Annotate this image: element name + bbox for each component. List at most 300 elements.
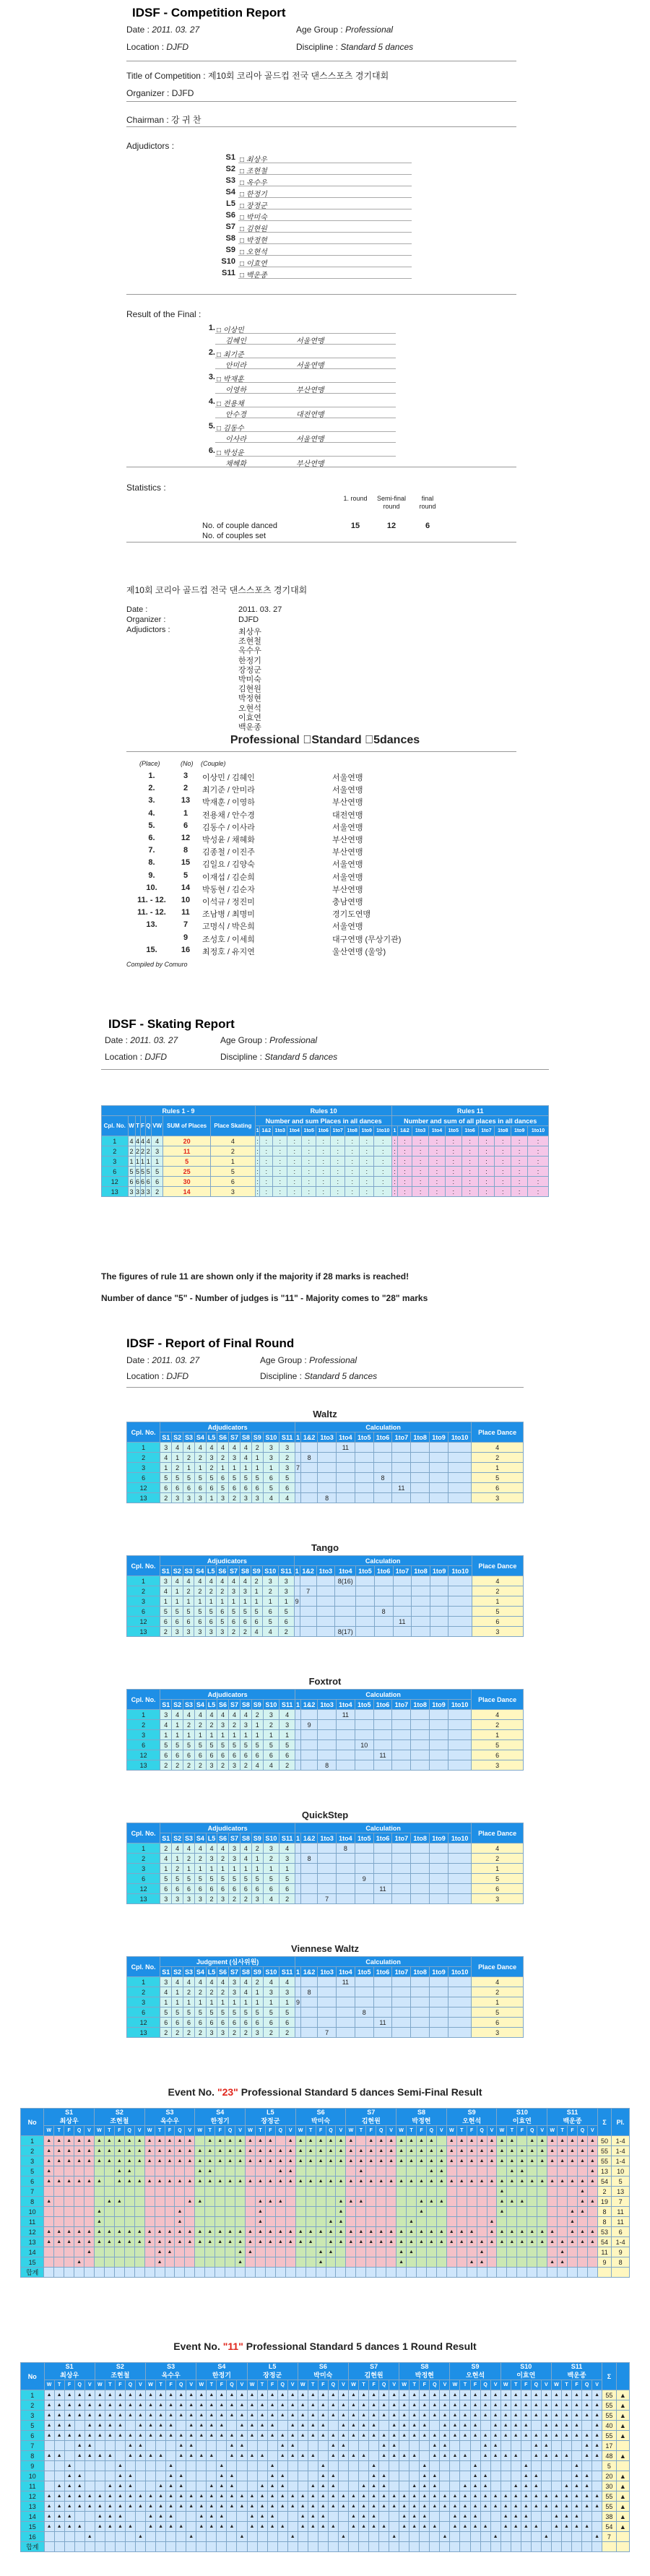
- r11-cell: :: [412, 1187, 429, 1197]
- judge-mark: 5: [251, 1473, 263, 1483]
- judge-mark: 5: [160, 1874, 172, 1884]
- mark-cell: ▲: [185, 2177, 195, 2187]
- skating-row: [102, 1146, 549, 1157]
- judge-name: 백운종: [563, 2117, 582, 2125]
- judge-head: S2: [172, 1967, 183, 1977]
- adjudicator-code: S4: [225, 188, 235, 196]
- mark-cell: ▲: [487, 2136, 497, 2146]
- place-dance: 3: [472, 1493, 524, 1503]
- rank-place: 6.: [148, 834, 155, 842]
- r10-cell: :: [287, 1167, 302, 1177]
- calc-cell: 11: [392, 1483, 411, 1493]
- judge-mark: 4: [183, 1977, 195, 1987]
- adj-head: Adjudicators: [160, 1556, 295, 1566]
- mark-cell: ▲: [196, 2411, 207, 2421]
- mark-cell: ▲: [587, 2197, 597, 2207]
- judge-mark: 6: [183, 1884, 195, 1894]
- judge-code: L5: [268, 2363, 277, 2370]
- cpl-no: 5: [21, 2421, 45, 2431]
- mark-cell: [215, 2257, 225, 2268]
- mark-cell: [44, 2441, 54, 2451]
- cpl-no: 12: [127, 1884, 160, 1894]
- judge-mark: 3: [229, 1987, 240, 1997]
- calc-head: Calculation: [295, 1823, 472, 1833]
- judge-mark: 6: [240, 1750, 251, 1760]
- qualified-mark: ▲: [616, 2431, 629, 2441]
- mark-cell: ▲: [592, 2491, 602, 2502]
- mark-cell: ▲: [568, 2146, 578, 2156]
- footer-cell: [308, 2542, 318, 2552]
- dance-sub-head: F: [265, 2126, 275, 2136]
- mark-cell: ▲: [125, 2471, 135, 2481]
- total-marks: 30: [602, 2481, 617, 2491]
- mark-cell: [407, 2257, 417, 2268]
- cpl-no: 16: [21, 2532, 45, 2542]
- judge-mark: 2: [262, 1586, 278, 1596]
- dance-sub-head: F: [470, 2380, 480, 2390]
- footer-cell: [616, 2542, 629, 2552]
- calc-col-head: 1to6: [374, 1566, 393, 1576]
- dance-sub-head: T: [105, 2380, 115, 2390]
- judge-head: S3: [183, 1700, 195, 1710]
- judge-code: S9: [471, 2363, 480, 2370]
- mark-cell: ▲: [146, 2390, 156, 2400]
- calc-cell: [318, 1987, 337, 1997]
- dance-sub-head: F: [572, 2380, 582, 2390]
- judge-head: S7: [229, 1432, 240, 1443]
- dance-sub-head: W: [95, 2380, 105, 2390]
- dance-sub-head: V: [336, 2126, 346, 2136]
- mark-cell: [298, 2532, 308, 2542]
- mark-cell: ▲: [246, 2237, 256, 2247]
- judge-mark: 2: [160, 2028, 172, 2038]
- footer-cell: [436, 2268, 446, 2278]
- place-skating: 1: [210, 1157, 255, 1167]
- judge-mark: 1: [171, 1596, 183, 1607]
- r10-cell: :: [360, 1167, 374, 1177]
- cpl-no: 2: [102, 1146, 129, 1157]
- mark-cell: [306, 2187, 316, 2197]
- mark-cell: ▲: [84, 2431, 95, 2441]
- judge-mark: 3: [206, 1627, 217, 1637]
- mark-cell: [196, 2441, 207, 2451]
- mark-cell: ▲: [338, 2421, 348, 2431]
- mark-cell: [166, 2441, 176, 2451]
- mark-cell: ▲: [114, 2146, 124, 2156]
- judge-mark: 6: [172, 2018, 183, 2028]
- mark-cell: [285, 2187, 295, 2197]
- mark-cell: ▲: [308, 2512, 318, 2522]
- mark-cell: [235, 2217, 246, 2227]
- mark-cell: [500, 2461, 511, 2471]
- dance-sub-head: Q: [376, 2126, 386, 2136]
- mark-cell: ▲: [84, 2421, 95, 2431]
- mark-cell: ▲: [255, 2207, 265, 2217]
- semi-place: 1-4: [612, 2136, 630, 2146]
- r11-cell: :: [397, 1187, 412, 1197]
- round1-row: [21, 2522, 630, 2532]
- dance-name: Viennese Waltz: [291, 1943, 359, 1954]
- dance-sub-head: F: [366, 2126, 376, 2136]
- mark-cell: ▲: [440, 2421, 450, 2431]
- mark-cell: [430, 2421, 440, 2431]
- footer-cell: [587, 2268, 597, 2278]
- mark-cell: ▲: [44, 2512, 54, 2522]
- mark-cell: ▲: [426, 2146, 436, 2156]
- judge-head: [547, 2109, 598, 2126]
- footer-cell: [196, 2542, 207, 2552]
- judge-mark: 5: [217, 1617, 228, 1627]
- mark-cell: [410, 2461, 420, 2471]
- dance-sub-head: V: [436, 2126, 446, 2136]
- judge-mark: 3: [206, 1760, 217, 1771]
- mark-cell: [44, 2207, 54, 2217]
- mark-cell: [547, 2187, 558, 2197]
- mark-cell: ▲: [577, 2156, 587, 2166]
- mark-cell: [237, 2522, 247, 2532]
- calc-cell: [355, 1854, 373, 1864]
- mark-cell: [338, 2471, 348, 2481]
- total-marks: 55: [602, 2400, 617, 2411]
- mark-cell: ▲: [517, 2177, 527, 2187]
- mark-cell: ▲: [74, 2146, 84, 2156]
- mark-cell: [592, 2522, 602, 2532]
- mark-cell: [507, 2257, 517, 2268]
- adjudicator-name: □ 이효연: [240, 260, 267, 268]
- skating-grid: [101, 1105, 549, 1197]
- rank-no: 7: [183, 920, 188, 930]
- mark-cell: ▲: [500, 2411, 511, 2421]
- judge-mark: 6: [239, 1617, 251, 1627]
- calc-cell: 11: [336, 1977, 355, 1987]
- footer-cell: [328, 2542, 338, 2552]
- calc-cell: [316, 1576, 335, 1586]
- mark-cell: [336, 2257, 346, 2268]
- judge-mark: 1: [194, 1730, 206, 1740]
- calc-col-head: 1: [295, 1567, 299, 1575]
- judge-name: 최상우: [59, 2117, 79, 2125]
- footer-cell: [396, 2268, 407, 2278]
- cpl-no: 2: [127, 1720, 160, 1730]
- mark-cell: ▲: [105, 2451, 115, 2461]
- calc-head: Calculation: [294, 1556, 472, 1566]
- mark-cell: ▲: [420, 2411, 430, 2421]
- mark-cell: [205, 2187, 215, 2197]
- mark-cell: ▲: [450, 2512, 460, 2522]
- mark-cell: ▲: [369, 2461, 379, 2471]
- mark-cell: ▲: [74, 2257, 84, 2268]
- mark-cell: ▲: [500, 2400, 511, 2411]
- calc-cell: [430, 2018, 448, 2028]
- mark-cell: ▲: [572, 2431, 582, 2441]
- r10-cell: :: [256, 1188, 259, 1196]
- mark-cell: ▲: [134, 2146, 144, 2156]
- mark-cell: ▲: [497, 2177, 507, 2187]
- mark-cell: ▲: [500, 2491, 511, 2502]
- total-marks: 8: [597, 2207, 611, 2217]
- judge-mark: 5: [263, 1740, 280, 1750]
- cpl-no: 2: [21, 2146, 44, 2156]
- mark-cell: ▲: [316, 2247, 326, 2257]
- mark-cell: [369, 2441, 379, 2451]
- mark-cell: ▲: [54, 2177, 64, 2187]
- mark-cell: [195, 2217, 205, 2227]
- judge-mark: 2: [183, 1760, 195, 1771]
- stats-head: 1. round: [343, 495, 368, 502]
- place-head: Place Dance: [472, 1957, 524, 1977]
- mark-cell: ▲: [298, 2451, 308, 2461]
- calc-cell: [448, 1720, 471, 1730]
- judge-mark: 4: [172, 1844, 183, 1854]
- judge-code: S2: [115, 2109, 124, 2116]
- footer-cell: [336, 2268, 346, 2278]
- calc-col-head: 1: [296, 1834, 300, 1842]
- mark-cell: ▲: [348, 2512, 358, 2522]
- mark-cell: [295, 2197, 306, 2207]
- mark-cell: ▲: [298, 2421, 308, 2431]
- semi-place: 1-4: [612, 2156, 630, 2166]
- footer-cell: [547, 2268, 558, 2278]
- calc-cell: [411, 1710, 430, 1720]
- mark-cell: [527, 2166, 537, 2177]
- judge-mark: 1: [183, 1730, 195, 1740]
- mark-cell: [235, 2166, 246, 2177]
- place-dance: 1: [472, 1864, 524, 1874]
- r10-cell: :: [360, 1177, 374, 1187]
- summary-adjudicator: 옥수우: [238, 647, 261, 656]
- rank-couple: 조성호 / 이세희: [202, 935, 255, 944]
- calc-cell: [335, 1586, 356, 1596]
- mark-cell: [54, 2471, 64, 2481]
- calc-col-head: 1: [296, 1700, 300, 1708]
- judge-mark: 4: [263, 1894, 280, 1904]
- mark-cell: ▲: [156, 2431, 166, 2441]
- dance-row: [127, 1617, 524, 1627]
- mark-cell: ▲: [416, 2207, 426, 2217]
- judge-head: [196, 2363, 247, 2380]
- mark-cell: ▲: [247, 2431, 257, 2441]
- dance-row: [127, 1493, 524, 1503]
- r10-cell: :: [302, 1136, 316, 1146]
- mark-cell: ▲: [155, 2156, 165, 2166]
- mark-cell: ▲: [146, 2411, 156, 2421]
- mark-cell: [64, 2247, 74, 2257]
- calc-cell: [335, 1617, 356, 1627]
- mark-cell: ▲: [124, 2237, 134, 2247]
- mark-cell: ▲: [470, 2471, 480, 2481]
- footer-cell: [386, 2268, 396, 2278]
- calc-cell: [448, 1473, 471, 1483]
- mark-cell: [144, 2207, 155, 2217]
- dance-place: 4: [128, 1136, 135, 1146]
- judge-mark: 3: [280, 1463, 295, 1473]
- mark-cell: [215, 2217, 225, 2227]
- underline: [238, 278, 412, 279]
- judge-mark: 2: [160, 1844, 172, 1854]
- judge-mark: 6: [194, 2018, 206, 2028]
- sum-places: 14: [163, 1187, 211, 1197]
- mark-cell: ▲: [247, 2522, 257, 2532]
- mark-cell: [74, 2166, 84, 2177]
- mark-cell: [285, 2257, 295, 2268]
- mark-cell: [379, 2461, 389, 2471]
- summary-org-label: Organizer :: [126, 615, 166, 624]
- mark-cell: ▲: [430, 2431, 440, 2441]
- mark-cell: ▲: [356, 2237, 366, 2247]
- judge-mark: 3: [206, 2028, 217, 2038]
- mark-cell: ▲: [146, 2491, 156, 2502]
- judge-mark: 4: [206, 1977, 217, 1987]
- r10-cell: :: [331, 1177, 345, 1187]
- calc-cell: [411, 2018, 430, 2028]
- mark-cell: ▲: [359, 2421, 369, 2431]
- judge-mark: 2: [229, 1493, 240, 1503]
- mark-cell: ▲: [456, 2237, 467, 2247]
- calc-cell: [316, 1607, 335, 1617]
- mark-cell: [255, 2257, 265, 2268]
- mark-cell: [105, 2532, 115, 2542]
- mark-cell: ▲: [490, 2532, 500, 2542]
- mark-cell: ▲: [54, 2451, 64, 2461]
- mark-cell: ▲: [582, 2502, 592, 2512]
- mark-cell: ▲: [558, 2146, 568, 2156]
- mark-cell: ▲: [186, 2390, 196, 2400]
- place-col-head: 1to4: [287, 1126, 302, 1136]
- mark-cell: ▲: [298, 2491, 308, 2502]
- dance-sub-head: W: [348, 2380, 358, 2390]
- mark-cell: ▲: [114, 2197, 124, 2207]
- mark-cell: ▲: [561, 2431, 571, 2441]
- mark-cell: ▲: [497, 2136, 507, 2146]
- r10-cell: :: [316, 1167, 331, 1177]
- mark-cell: ▲: [346, 2197, 356, 2207]
- mark-cell: ▲: [561, 2522, 571, 2532]
- dance-sub-head: F: [64, 2126, 74, 2136]
- judge-mark: 5: [206, 1473, 217, 1483]
- mark-cell: ▲: [497, 2207, 507, 2217]
- calc-cell: [392, 1854, 411, 1864]
- mark-cell: ▲: [44, 2390, 54, 2400]
- judge-mark: 3: [228, 1586, 240, 1596]
- rank-club: 충남연맹: [332, 898, 363, 907]
- mark-cell: [480, 2461, 490, 2471]
- mark-cell: ▲: [144, 2156, 155, 2166]
- mark-cell: [541, 2522, 551, 2532]
- mark-cell: ▲: [105, 2400, 115, 2411]
- calc-cell: [295, 1864, 301, 1874]
- mark-cell: [135, 2522, 145, 2532]
- footer-cell: [64, 2268, 74, 2278]
- mark-cell: [285, 2197, 295, 2207]
- mark-cell: [298, 2471, 308, 2481]
- dance-row: [127, 1740, 524, 1750]
- dance-sub-head: W: [94, 2126, 104, 2136]
- mark-cell: ▲: [285, 2227, 295, 2237]
- mark-cell: [446, 2257, 456, 2268]
- mark-cell: ▲: [84, 2227, 95, 2237]
- r11-cell: :: [445, 1187, 462, 1197]
- mark-cell: ▲: [470, 2491, 480, 2502]
- mark-cell: ▲: [84, 2411, 95, 2421]
- mark-cell: [235, 2197, 246, 2207]
- mark-cell: ▲: [396, 2247, 407, 2257]
- underline: [238, 255, 412, 256]
- calc-cell: [301, 1740, 318, 1750]
- total-marks: 13: [597, 2166, 611, 2177]
- mark-cell: [568, 2197, 578, 2207]
- mark-cell: ▲: [326, 2227, 336, 2237]
- mark-cell: ▲: [275, 2237, 285, 2247]
- chairman: Chairman : 강 귀 찬: [126, 115, 202, 125]
- mark-cell: [156, 2441, 166, 2451]
- dance-sub-head: V: [440, 2380, 450, 2390]
- dance-sub-head: T: [356, 2126, 366, 2136]
- calc-cell: [355, 1987, 373, 1997]
- mark-cell: ▲: [420, 2491, 430, 2502]
- mark-cell: ▲: [285, 2136, 295, 2146]
- mark-cell: ▲: [592, 2431, 602, 2441]
- cpl-no: 11: [21, 2217, 44, 2227]
- mark-cell: ▲: [511, 2390, 521, 2400]
- round1-row: [21, 2451, 630, 2461]
- mark-cell: [470, 2451, 480, 2461]
- mark-cell: ▲: [74, 2522, 84, 2532]
- dance-sub-head: F: [114, 2126, 124, 2136]
- calc-cell: [301, 2028, 318, 2038]
- mark-cell: ▲: [537, 2156, 547, 2166]
- mark-cell: ▲: [267, 2522, 277, 2532]
- mark-cell: ▲: [577, 2177, 587, 2187]
- mark-cell: ▲: [369, 2421, 379, 2431]
- judge-mark: 2: [217, 1586, 228, 1596]
- rank-club: 부산연맹: [332, 798, 363, 808]
- mark-cell: [104, 2207, 114, 2217]
- mark-cell: ▲: [207, 2491, 217, 2502]
- mark-cell: ▲: [298, 2512, 308, 2522]
- cpl-no: 8: [21, 2451, 45, 2461]
- mark-cell: [186, 2481, 196, 2491]
- mark-cell: ▲: [175, 2156, 185, 2166]
- judge-head: S11: [278, 1566, 294, 1576]
- mark-cell: [84, 2187, 95, 2197]
- sum-places: 25: [163, 1167, 211, 1177]
- r10-cell: :: [374, 1136, 392, 1146]
- cpl-no: 12: [21, 2491, 45, 2502]
- calc-cell: [448, 1627, 472, 1637]
- mark-cell: ▲: [235, 2136, 246, 2146]
- calc-cell: [355, 1720, 373, 1730]
- mark-cell: [196, 2481, 207, 2491]
- mark-cell: [186, 2461, 196, 2471]
- judge-mark: 2: [229, 2028, 240, 2038]
- calc-cell: [411, 1443, 430, 1453]
- mark-cell: ▲: [328, 2441, 338, 2451]
- calc-cell: [411, 1493, 430, 1503]
- mark-cell: ▲: [265, 2136, 275, 2146]
- judge-mark: 2: [160, 1627, 172, 1637]
- mark-cell: ▲: [440, 2411, 450, 2421]
- mark-cell: ▲: [389, 2441, 399, 2451]
- mark-cell: ▲: [155, 2227, 165, 2237]
- judge-mark: 6: [172, 1750, 183, 1760]
- mark-cell: ▲: [366, 2237, 376, 2247]
- mark-cell: ▲: [156, 2481, 166, 2491]
- mark-cell: ▲: [94, 2177, 104, 2187]
- mark-cell: ▲: [587, 2177, 597, 2187]
- mark-cell: [166, 2451, 176, 2461]
- mark-cell: ▲: [155, 2146, 165, 2156]
- r10-cell: :: [287, 1157, 302, 1167]
